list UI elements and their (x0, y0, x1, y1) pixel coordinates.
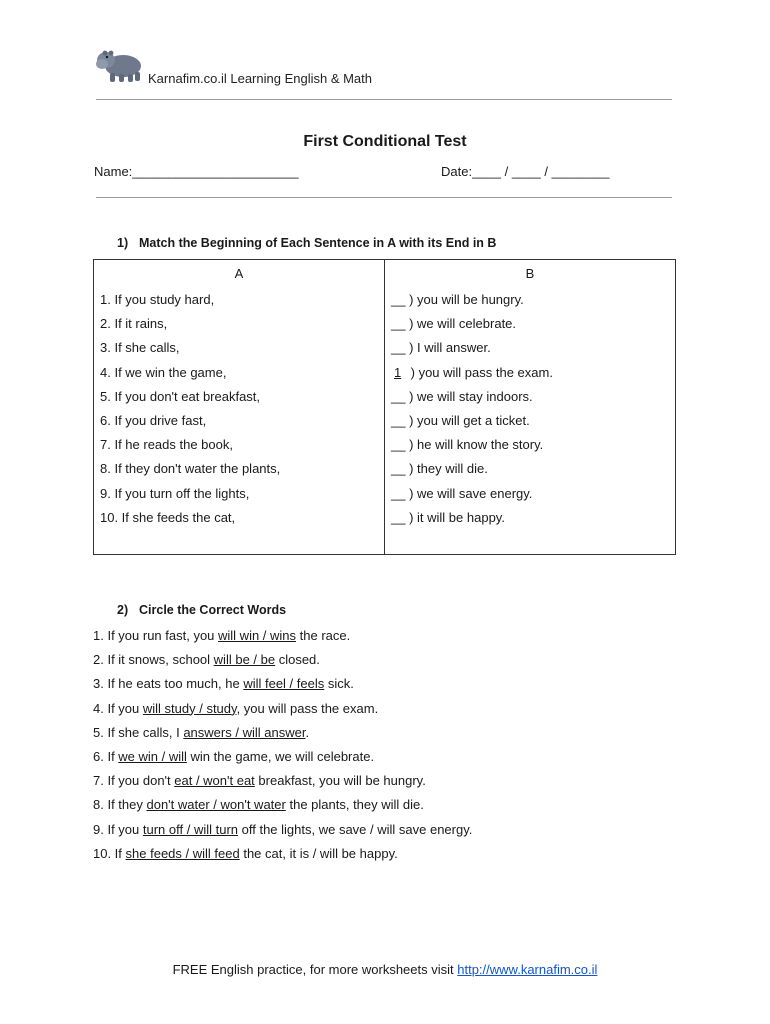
sentence-start: 9. If you turn off the lights, (100, 485, 250, 501)
list-item (93, 793, 472, 817)
brand-name: Karnafim.co.il Learning English & Math (148, 71, 373, 86)
sentence-end-text: ) it will be happy. (409, 509, 505, 525)
sentence-start: 8. If they don't water the plants, (100, 461, 281, 477)
sentence-end (385, 482, 675, 506)
section1-title (117, 236, 496, 250)
item-text: closed. (275, 652, 320, 668)
circle-words-list (93, 624, 472, 866)
page-header (96, 44, 672, 100)
answer-blank[interactable]: __ (391, 292, 406, 307)
hippo-icon (96, 44, 146, 84)
sentence-start: 3. If she calls, (100, 340, 180, 356)
page-footer (0, 962, 770, 977)
item-text: 4. If you (93, 700, 143, 716)
list-item (93, 745, 472, 769)
column-a (94, 288, 385, 555)
item-text: 8. If they (93, 797, 147, 813)
info-divider (96, 197, 672, 198)
sentence-end (385, 288, 675, 312)
sentence-start: 5. If you don't eat breakfast, (100, 388, 261, 404)
list-item (93, 672, 472, 696)
sentence-end (385, 506, 675, 530)
item-text: sick. (324, 676, 354, 692)
sentence-end-text: ) you will get a ticket. (409, 412, 530, 428)
item-text: 9. If you (93, 821, 143, 837)
sentence-end (385, 312, 675, 336)
list-item (93, 648, 472, 672)
word-choice[interactable]: turn off / will turn (142, 821, 239, 837)
answer-blank[interactable]: __ (391, 485, 406, 501)
word-choice[interactable]: she feeds / will feed (125, 845, 240, 861)
section1-number: 1) (117, 236, 129, 250)
sentence-end (385, 336, 675, 360)
answer-blank[interactable]: __ (391, 340, 406, 356)
sentence-start: 4. If we win the game, (100, 364, 227, 380)
sentence-end (385, 361, 675, 385)
item-text: breakfast, you will be hungry. (254, 773, 426, 789)
answer-blank[interactable]: __ (391, 316, 406, 332)
column-a-header: A (94, 260, 385, 289)
item-text: 5. If she calls, I (93, 724, 184, 740)
list-item (93, 624, 472, 648)
item-text: off the lights, we save / will save energy. (238, 821, 473, 837)
answer-blank[interactable]: __ (391, 437, 406, 453)
list-item (93, 769, 472, 793)
answer-blank[interactable]: 1 (394, 364, 402, 380)
column-b-header: B (385, 260, 676, 289)
answer-blank[interactable]: __ (391, 461, 406, 477)
sentence-end-text: ) he will know the story. (409, 437, 544, 453)
item-text: . (305, 724, 310, 740)
word-choice[interactable]: will study / study (142, 700, 237, 716)
header-divider (96, 99, 672, 100)
answer-blank[interactable]: __ (391, 509, 406, 525)
word-choice[interactable]: will feel / feels (243, 676, 325, 692)
list-item (93, 842, 472, 866)
sentence-end-text: ) they will die. (409, 461, 488, 477)
sentence-end-text: ) I will answer. (409, 340, 491, 356)
word-choice[interactable]: don't water / won't water (146, 797, 286, 813)
sentence-start: 10. If she feeds the cat, (100, 509, 236, 525)
item-text: 10. If (93, 845, 126, 861)
section1-title-text: Match the Beginning of Each Sentence in A with its End in B (139, 236, 497, 250)
item-text: the plants, they will die. (285, 797, 424, 813)
item-text: the race. (296, 628, 351, 643)
sentence-start: 2. If it rains, (100, 316, 168, 332)
answer-blank[interactable]: __ (391, 412, 406, 428)
answer-blank[interactable]: __ (391, 388, 406, 404)
column-b (385, 288, 676, 555)
name-field: Name:_______________________ (94, 164, 299, 179)
sentence-start: 1. If you study hard, (100, 292, 215, 307)
sentence-start: 7. If he reads the book, (100, 437, 233, 453)
item-text: , you will pass the exam. (236, 700, 379, 716)
sentence-end-text: ) we will save energy. (409, 485, 533, 501)
page-title: First Conditional Test (303, 133, 467, 150)
sentence-start: 6. If you drive fast, (100, 412, 207, 428)
section2-title-text: Circle the Correct Words (139, 603, 287, 617)
word-choice[interactable]: answers / will answer (183, 724, 306, 740)
word-choice[interactable]: will be / be (213, 652, 276, 668)
sentence-end-text: ) you will be hungry. (409, 292, 524, 307)
item-text: the cat, it is / will be happy. (239, 845, 398, 861)
website-link[interactable]: http://www.karnafim.co.il (457, 962, 598, 977)
word-choice[interactable]: we win / will (118, 748, 187, 764)
word-choice[interactable]: will win / wins (218, 628, 297, 643)
section2-number: 2) (117, 603, 129, 617)
list-item (93, 721, 472, 745)
item-text: 1. If you run fast, you (93, 628, 219, 643)
list-item (93, 818, 472, 842)
sentence-end (385, 409, 675, 433)
item-text: 3. If he eats too much, he (93, 676, 244, 692)
item-text: 7. If you don't (93, 773, 175, 789)
sentence-end (385, 385, 675, 409)
word-choice[interactable]: eat / won't eat (174, 773, 255, 789)
item-text: win the game, we will celebrate. (186, 748, 375, 764)
sentence-end (385, 433, 675, 457)
item-text: 6. If (93, 748, 119, 764)
footer-text: FREE English practice, for more worksheets visit (172, 962, 458, 977)
sentence-end-text: ) we will stay indoors. (409, 388, 533, 404)
date-field: Date:____ / ____ / ________ (441, 164, 610, 179)
sentence-end-text: ) you will pass the exam. (410, 364, 553, 380)
sentence-end (385, 457, 675, 481)
item-text: 2. If it snows, school (93, 652, 214, 668)
sentence-end-text: ) we will celebrate. (409, 316, 517, 332)
section2-title (117, 603, 286, 617)
matching-table (93, 259, 676, 555)
list-item (93, 697, 472, 721)
